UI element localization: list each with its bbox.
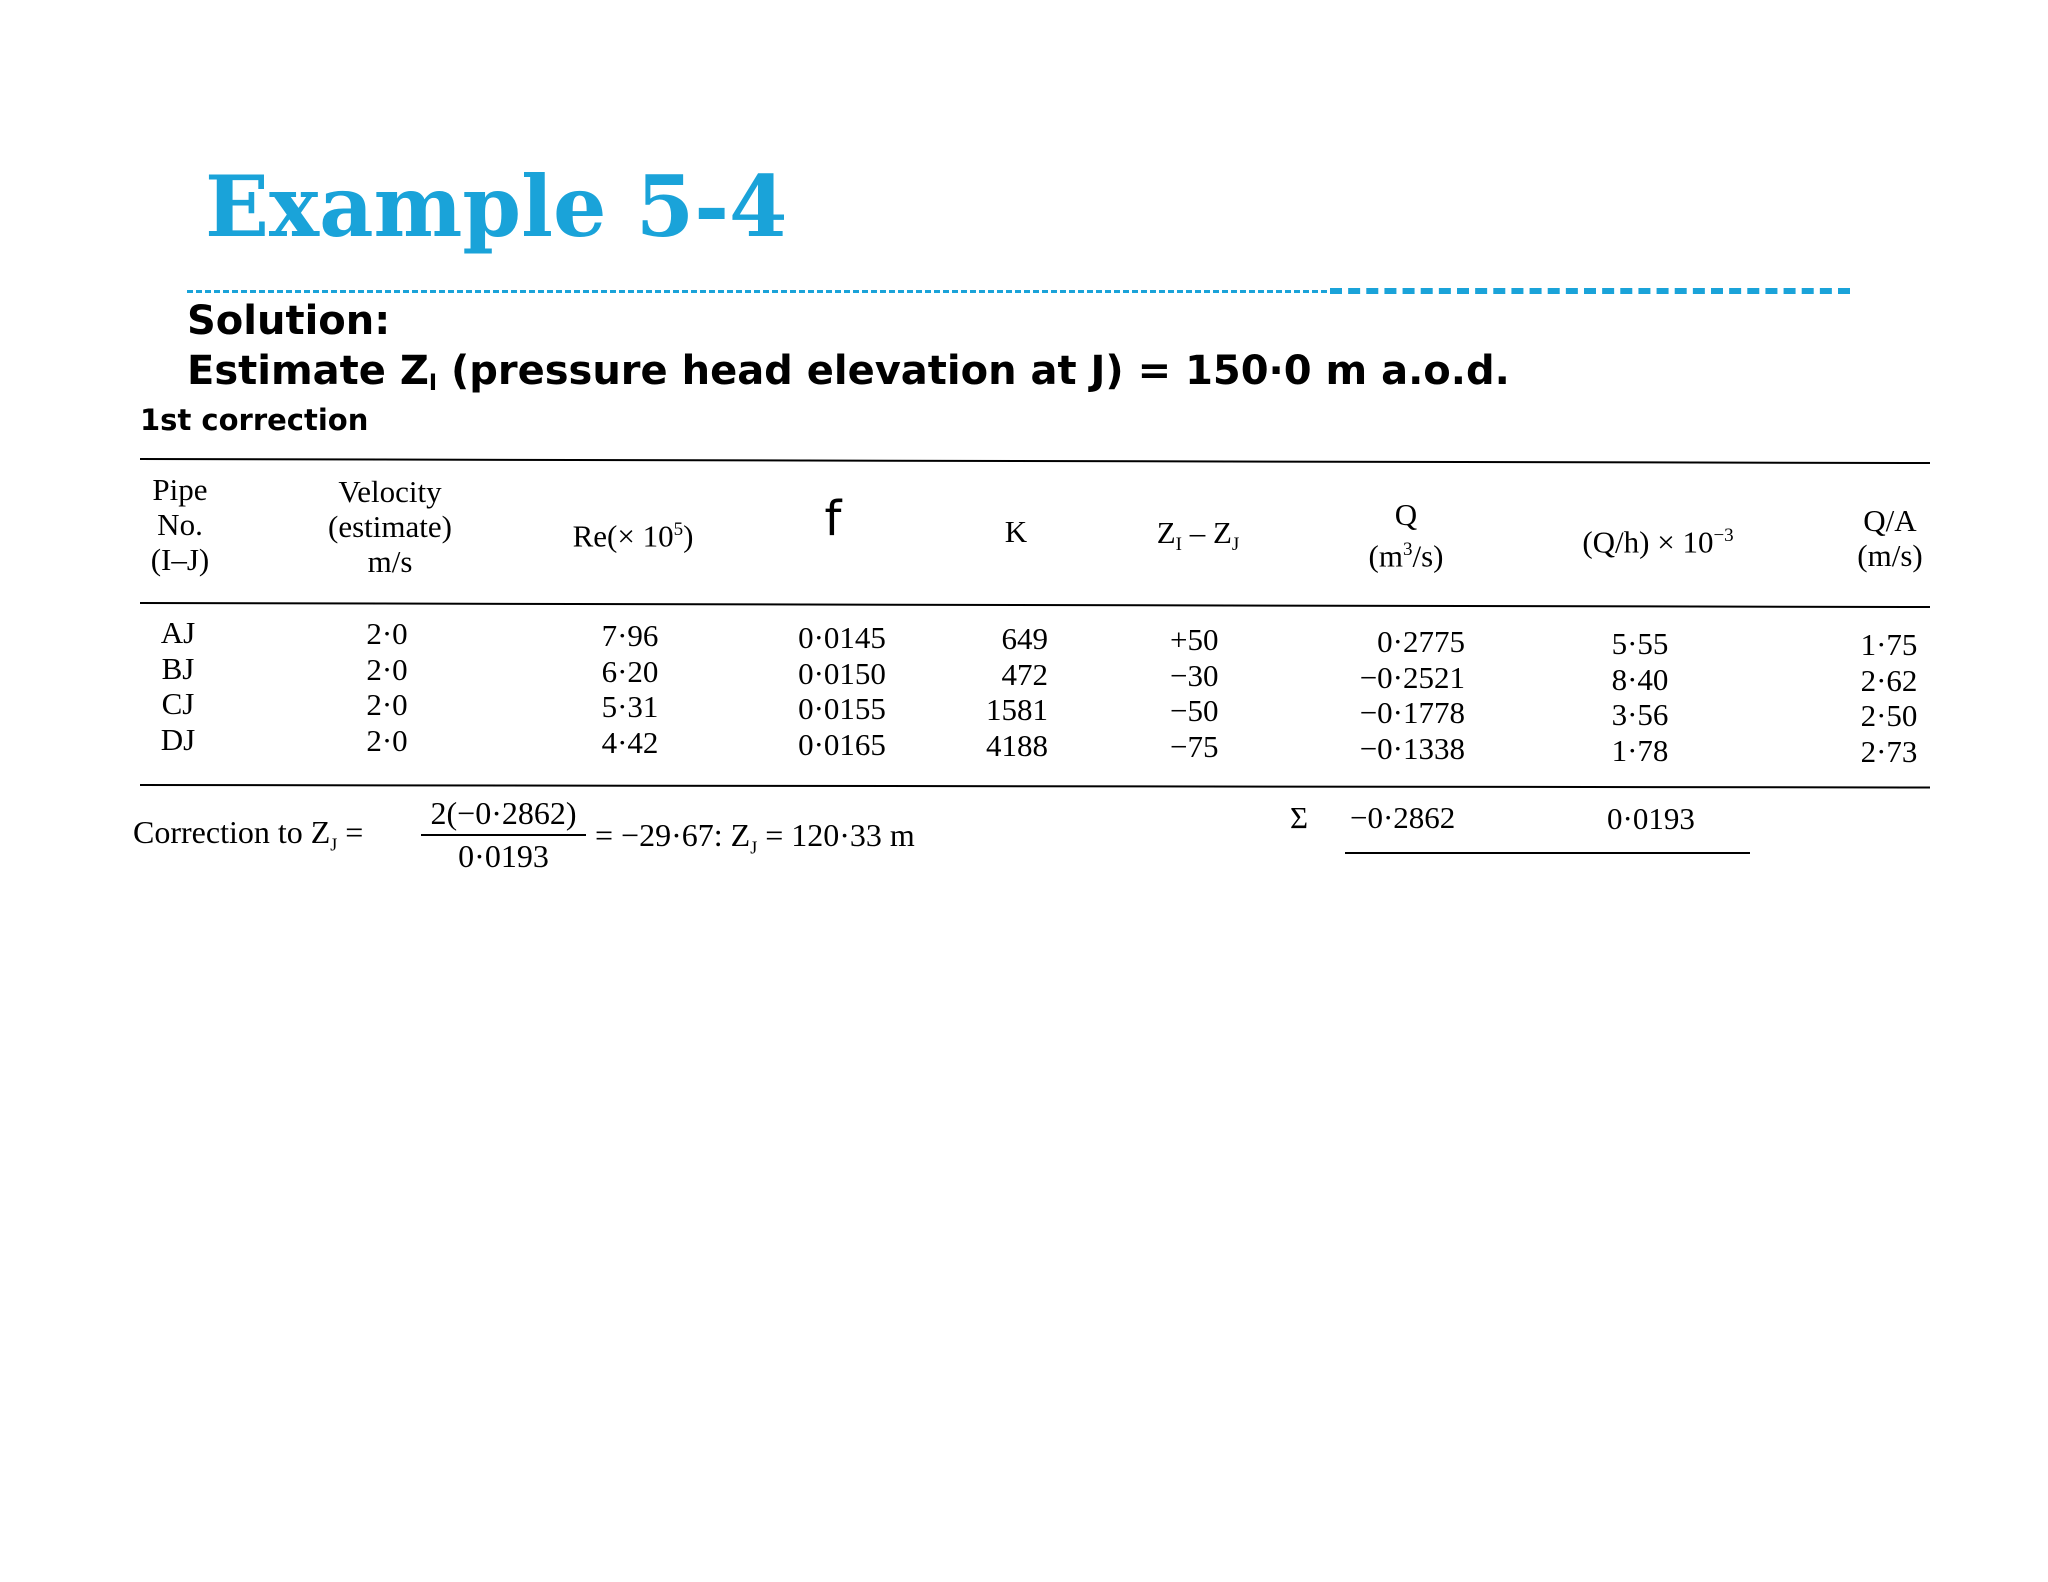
column-qh [1612, 626, 1669, 768]
table-cell: 2·0 [366, 687, 408, 722]
header-velocity-line: Velocity [338, 474, 442, 509]
fraction-denominator: 0·0193 [458, 838, 549, 874]
table-cell: −0·1778 [1359, 695, 1465, 730]
correction-fraction [421, 795, 586, 875]
title-divider [187, 290, 1327, 293]
table-cell: 6·20 [601, 653, 659, 689]
table-cell: −75 [1170, 728, 1219, 764]
correction-result-b: = 120·33 m [757, 817, 915, 853]
column-pipe [161, 615, 195, 757]
header-q-unit [1369, 532, 1444, 573]
sum-qh: 0·0193 [1607, 801, 1695, 836]
column-q [1360, 624, 1465, 766]
correction-lead [133, 814, 363, 855]
table-cell: 0·0165 [798, 726, 886, 762]
table-header-rule [140, 602, 1930, 608]
column-re [602, 618, 659, 760]
table-cell: 1·78 [1611, 732, 1669, 768]
table-cell: 649 [1001, 621, 1048, 656]
header-q [1369, 497, 1444, 573]
estimate-prefix: Estimate Z [187, 348, 429, 394]
table-cell: BJ [161, 650, 195, 686]
correction-result-subscript: J [750, 837, 758, 858]
table-cell: 0·0150 [798, 655, 886, 691]
table-cell: 7·96 [601, 618, 659, 653]
fraction-numerator: 2(−0·2862) [421, 795, 586, 836]
table-cell: 1581 [986, 692, 1048, 727]
header-pipe-line: No. [157, 507, 203, 542]
table-cell: 3·56 [1611, 697, 1669, 732]
correction-lead-subscript: J [330, 834, 338, 855]
sum-symbol: Σ [1290, 800, 1309, 835]
table-cell: −0·1338 [1359, 730, 1465, 766]
table-cell: +50 [1170, 622, 1219, 657]
header-q-unit-open: (m [1368, 538, 1403, 574]
correction-result-a: = −29·67: Z [595, 817, 751, 853]
column-k [986, 621, 1048, 763]
header-re-exponent: 5 [673, 519, 684, 540]
table-bottom-rule [140, 784, 1930, 788]
table-top-rule [140, 458, 1930, 464]
sum-underline [1345, 852, 1750, 854]
header-zdiff-sub-j: J [1231, 534, 1240, 556]
correction-equals: = [337, 814, 364, 850]
table-cell: 4·42 [601, 724, 659, 760]
table-cell: 5·55 [1611, 626, 1669, 661]
header-re-close: ) [683, 518, 694, 554]
header-zdiff [1157, 515, 1240, 562]
header-q-top: Q [1394, 497, 1418, 532]
header-qa-line: (m/s) [1857, 538, 1923, 573]
table-cell: 5·31 [601, 689, 659, 724]
table-cell: −30 [1170, 657, 1219, 693]
table-cell: CJ [161, 686, 195, 721]
correction-lead-text: Correction to Z [133, 814, 331, 850]
header-q-unit-close: /s) [1412, 538, 1444, 574]
column-velocity [366, 616, 407, 758]
header-k: K [1004, 514, 1028, 549]
header-re [573, 512, 694, 553]
table-cell: 4188 [986, 727, 1048, 763]
table-cell: 0·0155 [798, 691, 886, 726]
table-cell: 2·0 [366, 616, 408, 651]
table-cell: 472 [1001, 656, 1048, 692]
table-cell: 2·62 [1860, 662, 1918, 698]
header-zdiff-sub-i: I [1175, 534, 1182, 556]
table-cell: −0·2521 [1359, 659, 1465, 695]
table-cell: 2·50 [1860, 698, 1918, 733]
estimate-rest: (pressure head elevation at J) = 150·0 m a.o.d. [437, 348, 1510, 394]
header-f: f [824, 491, 842, 547]
table-cell: 2·0 [366, 722, 408, 758]
header-zdiff-mid: – Z [1181, 515, 1232, 550]
header-q-unit-exponent: 3 [1402, 539, 1413, 560]
table-cell: 2·0 [366, 651, 408, 687]
header-zdiff-z: Z [1156, 515, 1176, 550]
column-zdiff [1170, 622, 1218, 764]
header-qh-main: (Q/h) × 10 [1582, 524, 1714, 560]
estimate-statement [187, 348, 1510, 396]
column-f [798, 620, 886, 762]
slide-title: Example 5-4 [205, 157, 788, 256]
header-qa [1857, 503, 1922, 573]
correction-result [595, 817, 915, 858]
solution-label: Solution: [187, 298, 391, 344]
header-qa-line: Q/A [1863, 503, 1917, 538]
header-pipe-line: Pipe [152, 472, 208, 507]
header-re-main: Re(× 10 [572, 518, 674, 554]
header-pipe [151, 472, 210, 577]
table-cell: 2·73 [1860, 733, 1918, 769]
title-divider-bold [1330, 288, 1850, 294]
table-cell: −50 [1170, 693, 1219, 728]
table-cell: 1·75 [1860, 627, 1918, 662]
header-velocity [328, 474, 452, 579]
header-qh-exponent: −3 [1713, 525, 1734, 546]
table-cell: DJ [160, 721, 196, 757]
table-cell: 8·40 [1611, 661, 1669, 697]
table-cell: 0·2775 [1377, 624, 1465, 659]
sum-q: −0·2862 [1350, 800, 1456, 835]
correction-label: 1st correction [140, 403, 369, 437]
header-qh [1582, 518, 1733, 559]
header-velocity-line: (estimate) [328, 509, 452, 544]
header-velocity-line: m/s [367, 544, 413, 579]
header-pipe-line: (I–J) [150, 542, 210, 577]
table-cell: AJ [160, 615, 196, 650]
table-cell: 0·0145 [798, 620, 886, 655]
column-qa [1861, 627, 1918, 769]
estimate-subscript: I [428, 371, 438, 396]
